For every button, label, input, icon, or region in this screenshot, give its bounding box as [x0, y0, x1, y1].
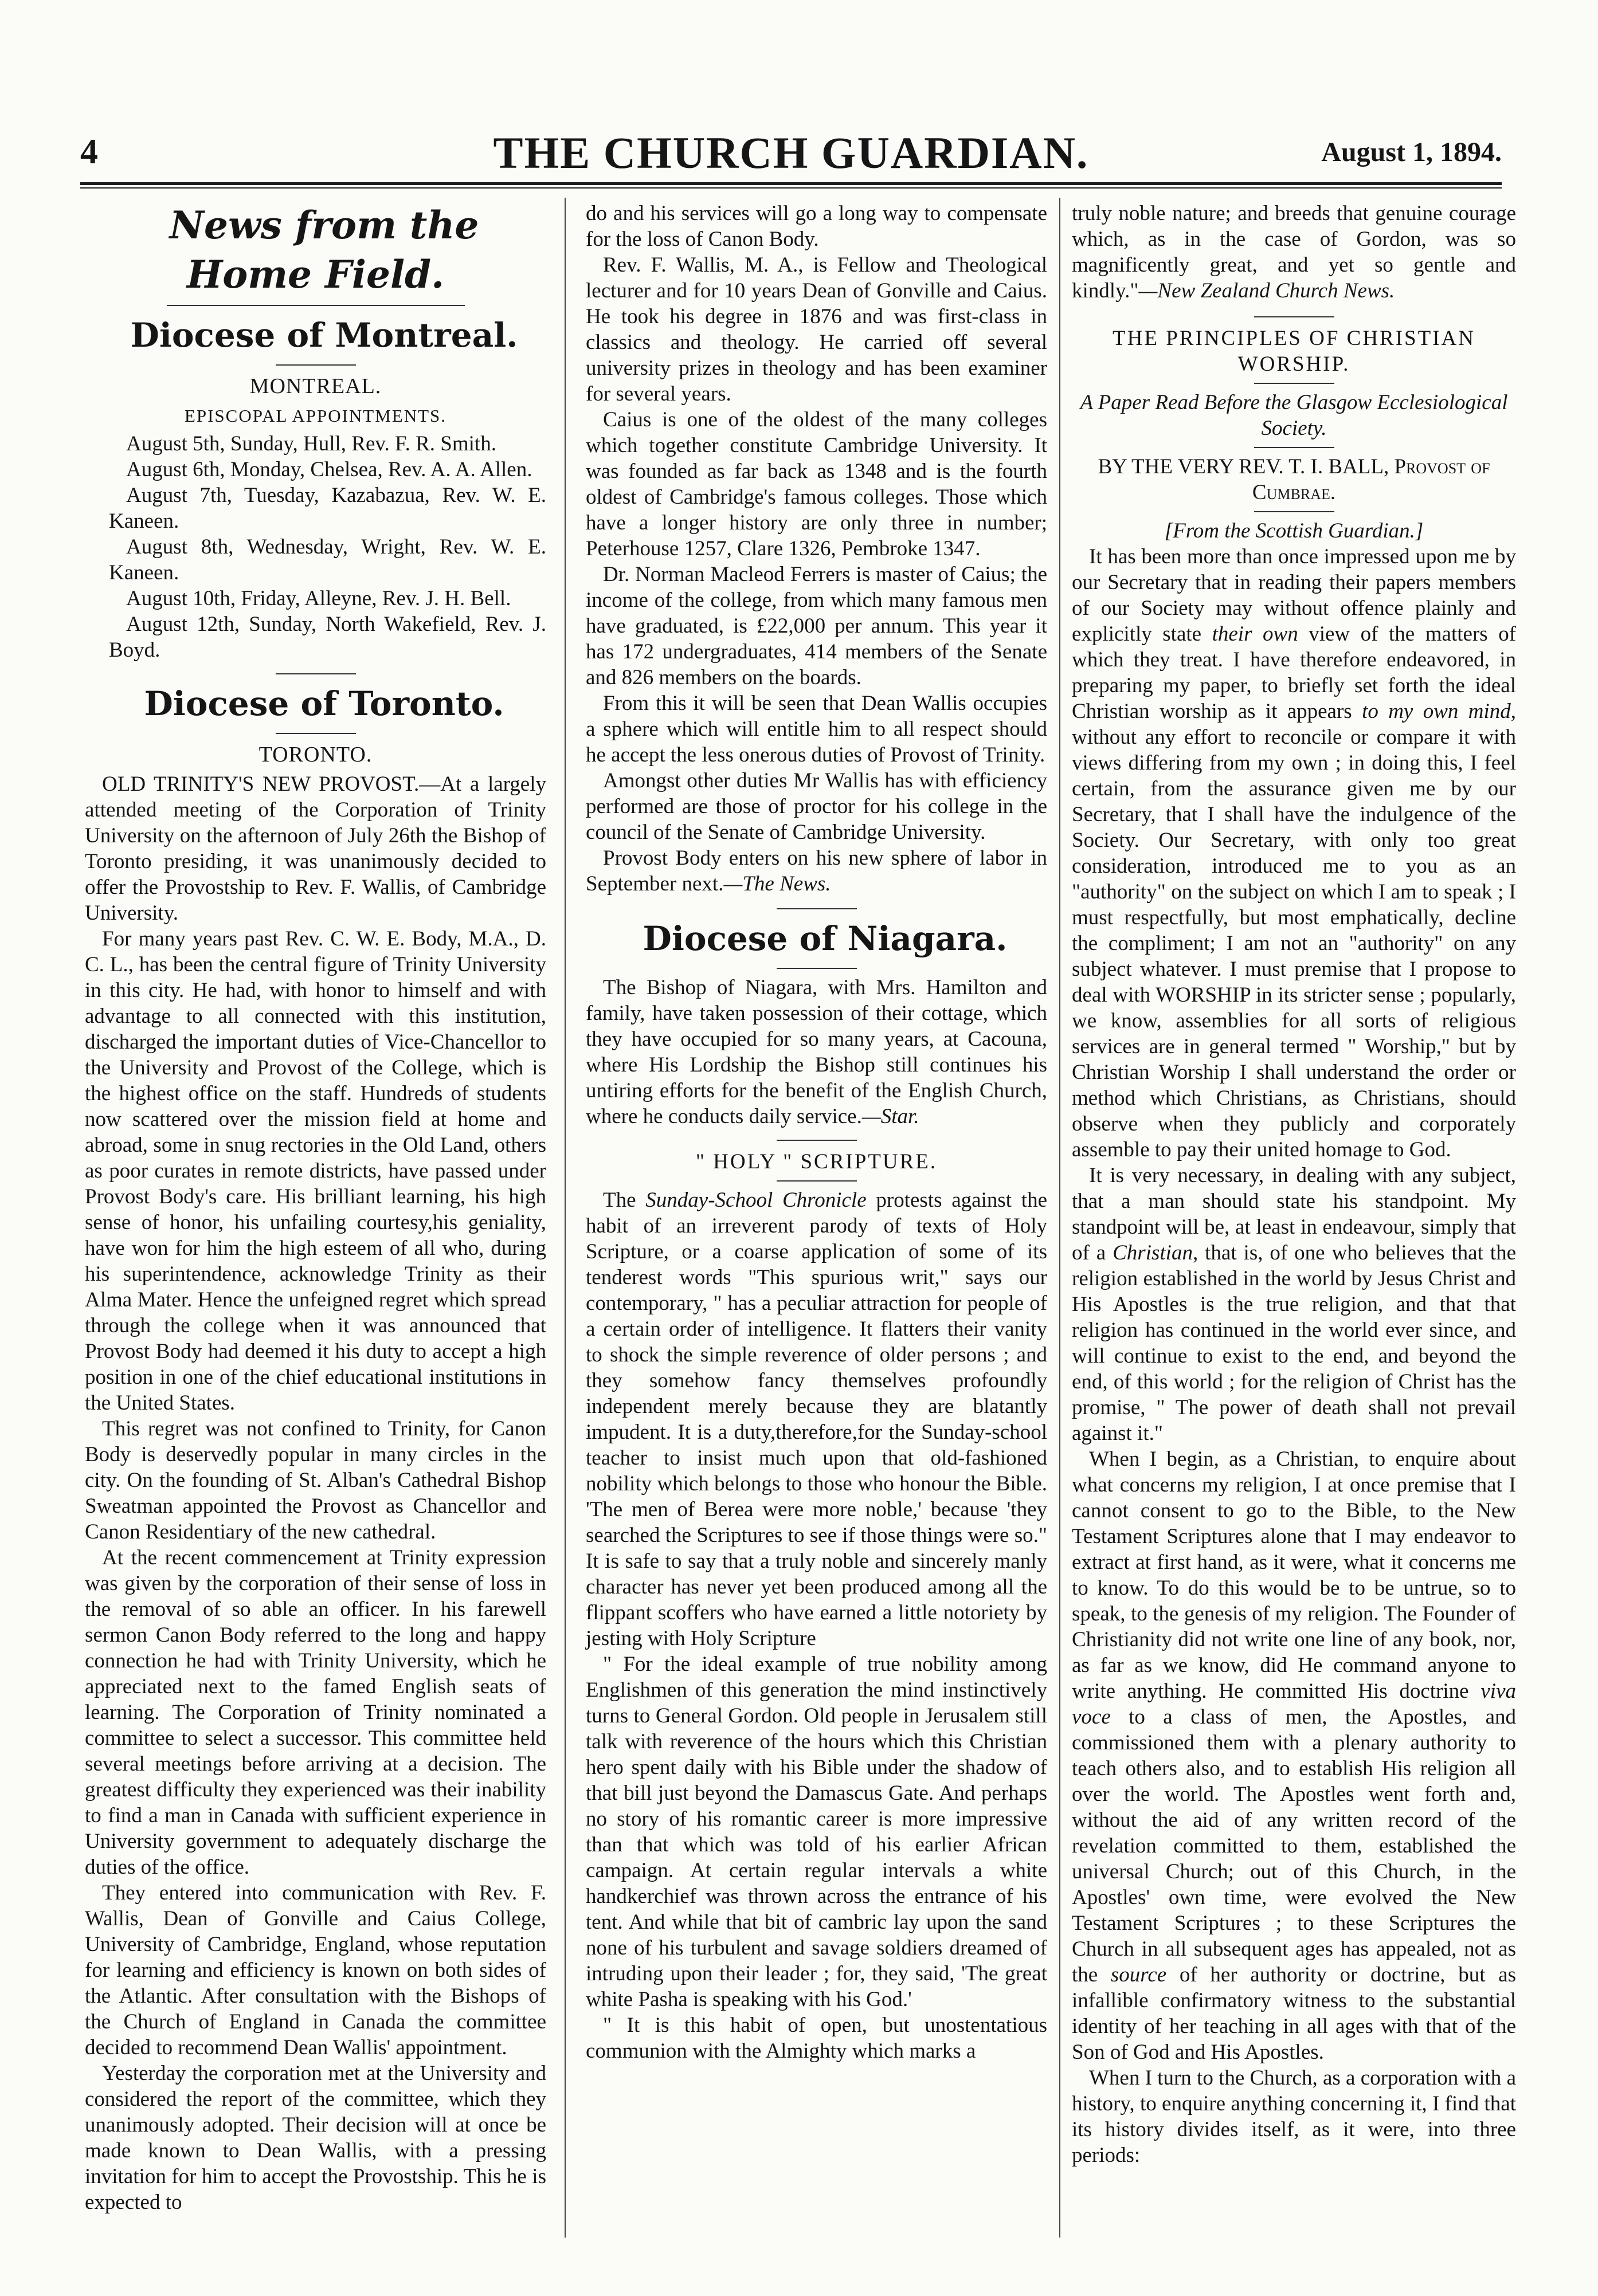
- article-paragraph: This regret was not confined to Trinity, for Canon Body is deservedly popular in many circles in the city. On the founding of St. Alban's Cathedral Bishop Sweatman appointed the Provost as Chancellor and Canon Residentiary of the new cathedral.: [85, 1417, 546, 1544]
- article-paragraph: [1072, 201, 1516, 304]
- emphasis: source: [1110, 1963, 1167, 1987]
- article-paragraph: At the recent commencement at Trinity expression was given by the corporation of their sense of loss in the removal of so able an officer. In his farewell sermon Canon Body referred to the long and happy connection he had with Trinity University, which he appreciated next to the famed English seats of learning. The Corporation of Trinity nominated a committee to select a successor. This committee held several meetings before arriving at a decision. The greatest difficulty they experienced was their inability to find a man in Canada with sufficient experience in University government to adequately discharge the duties of the office.: [85, 1546, 546, 1879]
- appointment-line: August 5th, Sunday, Hull, Rev. F. R. Smith.: [126, 432, 496, 456]
- page-number: 4: [80, 132, 98, 171]
- paragraph-text: of her authority or doctrine, but as infallible confirmatory witness to the substantial identity of her teaching in all ages with that of the Son of God and His Apostles.: [1072, 1963, 1517, 2064]
- column-1: [85, 201, 546, 2215]
- paragraph-text: When I begin, as a Christian, to enquire about what concerns my religion, I at once premise that I cannot consent to go to the Bible, to the New Testament Scriptures alone that I may endeavor to extract at first hand, as it were, what it concerns me to know. To do this would be to be untrue, so to speak, to the genesis of my religion. The Founder of Christianity did not write one line of any book, nor, as far as we know, did He command anyone to write anything. He committed His doctrine: [1072, 1447, 1516, 1703]
- column-divider: [565, 198, 566, 2238]
- emphasis: viva voce: [1072, 1679, 1516, 1729]
- diocese-heading-toronto: Diocese of Toronto.: [144, 684, 504, 723]
- article-paragraph: They entered into communication with Rev. F. Wallis, Dean of Gonville and Caius College, University of Cambridge, England, whose reputation for learning and efficiency is known on both sides of the Atlantic. After consultation with the Bishops of the Church of England in Canada the committee decided to recommend Dean Wallis' appointment.: [85, 1881, 546, 2059]
- appointment-line: August 6th, Monday, Chelsea, Rev. A. A. Allen.: [126, 458, 532, 481]
- article-lead: OLD TRINITY'S NEW PROVOST.: [102, 772, 420, 796]
- article-paragraph: [586, 1187, 1047, 1651]
- paragraph-text: truly noble nature; and breeds that genuine courage which, as in the case of Gordon, was so magnificently great, and yet so gentle and kindly.": [1072, 202, 1516, 303]
- paragraph-text: —At a largely attended meeting of the Corporation of Trinity University on the afternoon of July 26th the Bishop of Toronto presiding, it was unanimously decided to offer the Provostship to Rev. F. Wallis, of Cambridge University.: [85, 772, 546, 925]
- paragraph-text: , without any effort to reconcile or compare it with views differing from my own ; in doing this, I feel certain, from the assurance given me by our Secretary, that I shall have the indulgence of the Society. Our Secretary, with only too great consideration, introduced me to you as an "authority" on the subject on which I am to speak ; I must respectfully, but most emphatically, decline the compliment; I am not an "authority" on any subject whatever. I must premise that I propose to deal with WORSHIP in its stricter sense ; popularly, we know, assemblies for all sorts of religious services are in general termed " Worship," but by Christian Worship I shall understand the order or method which Christians, as Christians, should observe when they publicly and corporately assemble to pay their united homage to God.: [1072, 700, 1516, 1161]
- column-2: [586, 201, 1047, 2064]
- article-paragraph: From this it will be seen that Dean Wallis occupies a sphere which will entitle him to all respect should he accept the less onerous duties of Provost of Trinity.: [586, 692, 1047, 767]
- diocese-heading-niagara: Diocese of Niagara.: [643, 919, 1008, 958]
- article-paragraph: Dr. Norman Macleod Ferrers is master of Caius; the income of the college, from which many famous men have graduated, is £22,000 per annum. This year it has 172 undergraduates, 414 members of the Senate and 826 members on the boards.: [586, 563, 1047, 689]
- article-paragraph: do and his services will go a long way to compensate for the loss of Canon Body.: [586, 202, 1047, 251]
- header-rule: [80, 182, 1502, 185]
- paragraph-text: , that is, of one who believes that the religion established in the world by Jesus Christ and His Apostles is the true religion, and that that religion has continued in the world ever since, and will continue to exist to the end, and beyond the end, of this world ; for the religion of Christ has the promise, " The power of death shall not prevail against it.": [1072, 1241, 1516, 1445]
- article-paragraph: Yesterday the corporation met at the University and considered the report of the committee, which they unanimously adopted. Their decision will at once be made known to Dean Wallis, with a pressing invitation for him to accept the Provostship. This he is expected to: [85, 2062, 546, 2214]
- article-paragraph: [1072, 544, 1516, 1163]
- section-masthead: News from the Home Field.: [169, 203, 479, 297]
- article-paragraph: " For the ideal example of true nobility among Englishmen of this generation the mind instinctively turns to General Gordon. Old people in Jerusalem still talk with reverence of the hours which this Christian hero spent daily with his Bible under the shadow of that bill just beyond the Damascus Gate. And perhaps no story of his romantic career is more impressive than that which was told of his earlier African campaign. At certain regular intervals a white handkerchief was thrown across the entrance of his tent. And while that bit of cambric lay upon the sand none of his turbulent and savage soldiers dreamed of intruding upon their leader ; for, they said, 'The great white Pasha is speaking with his God.': [586, 1653, 1047, 2011]
- article-paragraph: [1072, 1446, 1516, 2065]
- emphasis: Christian: [1113, 1241, 1193, 1265]
- appointment-line: August 10th, Friday, Alleyne, Rev. J. H. Bell.: [126, 587, 511, 610]
- divider: [1254, 316, 1334, 317]
- appointment-line: August 7th, Tuesday, Kazabazua, Rev. W. E. Kaneen.: [109, 484, 546, 533]
- source-credit: —New Zealand Church News.: [1138, 279, 1395, 303]
- article-subtitle: A Paper Read Before the Glasgow Ecclesiological Society.: [1080, 391, 1508, 440]
- paragraph-text: Provost Body enters on his new sphere of labor in September next.: [586, 846, 1047, 896]
- article-paragraph: [85, 771, 546, 926]
- article-paragraph: " It is this habit of open, but unostentatious communion with the Almighty which marks a: [586, 2014, 1047, 2063]
- page-header: [80, 127, 1502, 179]
- appointment-line: August 8th, Wednesday, Wright, Rev. W. E. Kaneen.: [109, 535, 546, 584]
- publication-name: Sunday-School Chronicle: [645, 1188, 867, 1212]
- column-divider: [1059, 198, 1060, 2238]
- paragraph-text: It has been more than once impressed upon me by our Secretary that in reading their papers members of our Society may without offence plainly and explicitly state: [1072, 545, 1516, 646]
- paragraph-text: The Bishop of Niagara, with Mrs. Hamilton and family, have taken possession of their cottage, which they have occupied for so many years, at Cacouna, where His Lordship the Bishop still continues his untiring efforts for the benefit of the English Church, where he conducts daily service.: [586, 976, 1047, 1128]
- article-paragraph: For many years past Rev. C. W. E. Body, M.A., D. C. L., has been the central figure of Trinity University in this city. He had, with honor to himself and with advantage to all connected with this institution, discharged the important duties of Vice-Chancellor to the University and Provost of the College, which is the highest office on the staff. Hundreds of students now scattered over the mission field at home and abroad, some in snug rectories in the Old Land, others as poor curates in remote districts, have passed under Provost Body's care. His brilliant learning, his high sense of honor, his unfailing courtesy,his geniality, have won for him the high esteem of all who, during his superintendence, acknowledge Trinity as their Alma Mater. Hence the unfeigned regret which spread through the college when it was announced that Provost Body had deemed it his duty to accept a high position in one of the chief educational institutions in the United States.: [85, 927, 546, 1415]
- divider: [167, 305, 465, 306]
- article-byline: BY THE VERY REV. T. I. BALL, Provost of Cumbrae.: [1098, 455, 1490, 504]
- city-heading: MONTREAL.: [249, 374, 382, 398]
- article-title: " HOLY " SCRIPTURE.: [695, 1150, 938, 1173]
- divider: [1254, 447, 1334, 448]
- article-source: [From the Scottish Guardian.]: [1164, 519, 1424, 543]
- divider: [777, 968, 857, 969]
- paragraph-text: to a class of men, the Apostles, and commissioned them with a plenary authority to teach others also, and to establish His religion all over the world. The Apostles went forth and, without the aid of any written record of the revelation committed to them, established the universal Church; out of this Church, in the Apostles' own time, were evolved the New Testament Scriptures ; to these Scriptures the Church in all subsequent ages has appealed, not as the: [1072, 1705, 1516, 1987]
- article-paragraph: Caius is one of the oldest of the many colleges which together constitute Cambridge University. It was founded as far back as 1348 and is the fourth oldest of Cambridge's famous colleges. Those which have a longer history are only three in number; Peterhouse 1257, Clare 1326, Pembroke 1347.: [586, 408, 1047, 560]
- city-heading: TORONTO.: [258, 743, 373, 767]
- article-paragraph: When I turn to the Church, as a corporation with a history, to enquire anything concerning it, I find that its history divides itself, as it were, into three periods:: [1072, 2066, 1516, 2167]
- issue-date: August 1, 1894.: [1321, 137, 1502, 167]
- paragraph-text: protests against the habit of an irreverent parody of texts of Holy Scripture, or a coarse application of some of its tenderest words "This spurious writ," says our contemporary, " has a peculiar attraction for people of a certain order of intelligence. It flatters their vanity to shock the simple reverence of older persons ; and they somehow fancy themselves profoundly independent merely because they are blatantly impudent. It is a duty,therefore,for the Sunday-school teacher to insist much upon that old-fashioned nobility which belongs to those who honour the Bible. 'The men of Berea were more noble,' because 'they searched the Scriptures to see if those things were so." It is safe to say that a truly noble and sincerely manly character has never yet been produced among all the flippant scoffers who have earned a little notoriety by jesting with Holy Scripture: [586, 1188, 1048, 1650]
- newspaper-title: THE CHURCH GUARDIAN.: [493, 128, 1089, 178]
- appointment-line: August 12th, Sunday, North Wakefield, Rev. J. Boyd.: [109, 613, 546, 662]
- article-paragraph: Rev. F. Wallis, M. A., is Fellow and Theological lecturer and for 10 years Dean of Gonville and Caius. He took his degree in 1876 and was first-class in classics and theology. He carried off several university prizes in theology and has been examiner for several years.: [586, 253, 1047, 406]
- divider: [777, 908, 857, 909]
- divider: [777, 1180, 857, 1182]
- divider: [1254, 383, 1334, 384]
- source-credit: —Star.: [861, 1105, 919, 1128]
- paragraph-text: It is very necessary, in dealing with any subject, that a man should state his standpoint. My standpoint will be, at least in endeavour, simply that of a: [1072, 1164, 1516, 1265]
- paragraph-text: The: [603, 1188, 646, 1212]
- source-credit: —The News.: [723, 872, 831, 896]
- divider: [276, 673, 356, 674]
- article-paragraph: Amongst other duties Mr Wallis has with efficiency performed are those of proctor for his college in the council of the Senate of Cambridge University.: [586, 769, 1047, 844]
- emphasis: their own: [1212, 622, 1298, 646]
- appointments-heading: EPISCOPAL APPOINTMENTS.: [184, 406, 447, 426]
- column-3: [1072, 201, 1516, 2168]
- article-paragraph: [586, 975, 1047, 1129]
- divider: [1254, 511, 1334, 512]
- article-title: THE PRINCIPLES OF CHRISTIAN WORSHIP.: [1113, 327, 1475, 376]
- paragraph-text: view of the matters of which they treat. I have therefore endeavored, in preparing my paper, to briefly set forth the ideal Christian worship as it appears: [1072, 622, 1517, 723]
- divider: [276, 364, 356, 366]
- divider: [276, 733, 356, 734]
- divider: [777, 1140, 857, 1141]
- article-paragraph: [1072, 1163, 1516, 1446]
- article-paragraph: [586, 845, 1047, 897]
- emphasis: to my own mind: [1362, 700, 1511, 723]
- diocese-heading-montreal: Diocese of Montreal.: [130, 316, 518, 355]
- header-rule-thin: [80, 187, 1502, 189]
